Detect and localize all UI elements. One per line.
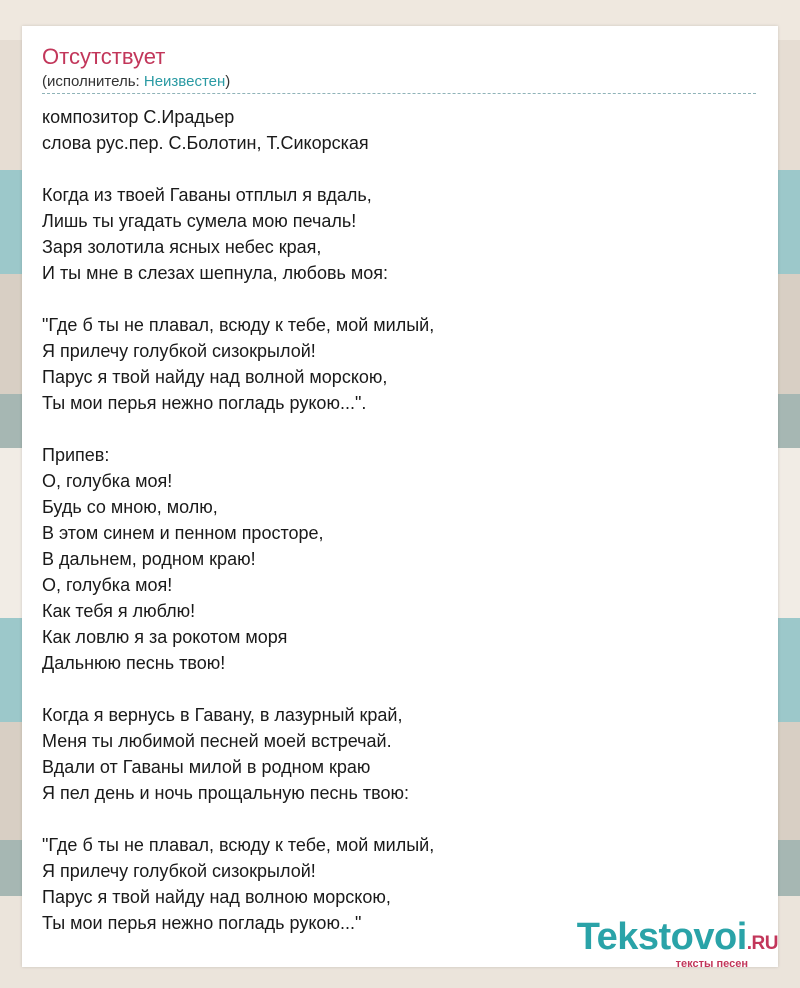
lyric-line: О, голубка моя! [42, 471, 173, 491]
song-title: Отсутствует [42, 44, 166, 69]
artist-prefix: (исполнитель: [42, 73, 144, 90]
lyric-line: слова рус.пер. С.Болотин, Т.Сикорская [42, 133, 369, 153]
logo-subtitle: тексты песен [675, 958, 748, 970]
logo-wordmark [577, 917, 778, 964]
lyric-line: Заря золотила ясных небес края, [42, 237, 322, 257]
lyric-line: Парус я твой найду над волной морскою, [42, 367, 388, 387]
lyric-line: Припев: [42, 445, 110, 465]
lyric-line [42, 676, 434, 702]
title-divider [42, 93, 756, 94]
lyric-line: Парус я твой найду над волною морскою, [42, 887, 391, 907]
lyrics-card [22, 26, 778, 967]
lyric-line: И ты мне в слезах шепнула, любовь моя: [42, 263, 389, 283]
lyric-line: В дальнем, родном краю! [42, 549, 256, 569]
lyric-line: Будь со мною, молю, [42, 497, 218, 517]
lyric-line [42, 416, 434, 442]
site-logo[interactable] [577, 917, 778, 970]
lyric-line: Как тебя я люблю! [42, 601, 196, 621]
logo-tld: .RU [746, 933, 778, 954]
lyric-line: Вдали от Гаваны милой в родном краю [42, 757, 371, 777]
lyric-line: В этом синем и пенном просторе, [42, 523, 324, 543]
lyric-line: Как ловлю я за рокотом моря [42, 627, 288, 647]
logo-main-text: Tekstovoi [576, 916, 747, 958]
lyric-line [42, 286, 434, 312]
lyric-line: композитор С.Ирадьер [42, 107, 235, 127]
lyric-line: Ты мои перья нежно погладь рукою..." [42, 913, 362, 933]
lyric-line [42, 156, 434, 182]
lyric-line: Дальнюю песнь твою! [42, 653, 226, 673]
artist-link[interactable]: Неизвестен [143, 73, 226, 90]
lyric-line: Я прилечу голубкой сизокрылой! [42, 861, 316, 881]
lyric-line: "Где б ты не плавал, всюду к тебе, мой милый, [42, 835, 435, 855]
lyric-line: Я прилечу голубкой сизокрылой! [42, 341, 316, 361]
artist-suffix: ) [225, 73, 231, 90]
lyric-line: О, голубка моя! [42, 575, 173, 595]
lyric-line: "Где б ты не плавал, всюду к тебе, мой милый, [42, 315, 435, 335]
lyric-line: Когда я вернусь в Гавану, в лазурный край, [42, 705, 403, 725]
lyric-line: Ты мои перья нежно погладь рукою...". [42, 393, 367, 413]
lyric-line: Лишь ты угадать сумела мою печаль! [42, 211, 357, 231]
lyrics-text [42, 104, 434, 936]
lyric-line: Меня ты любимой песней моей встречай. [42, 731, 392, 751]
lyric-line: Когда из твоей Гаваны отплыл я вдаль, [42, 185, 372, 205]
lyric-line: Я пел день и ночь прощальную песнь твою: [42, 783, 409, 803]
lyric-line [42, 806, 434, 832]
artist-line [42, 72, 230, 92]
